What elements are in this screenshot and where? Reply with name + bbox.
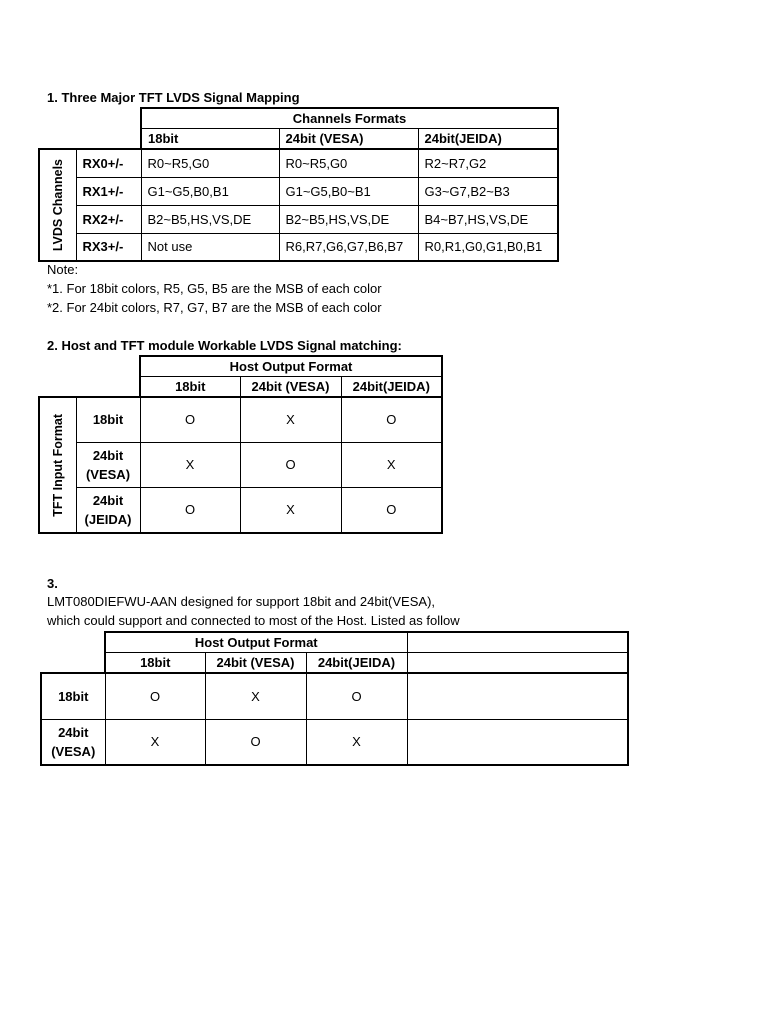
table-cell: G1~G5,B0,B1 (141, 177, 279, 205)
table-cell: O (341, 397, 442, 442)
host-output-format-header: Host Output Format (105, 632, 407, 652)
table-cell: O (341, 487, 442, 533)
column-header (407, 652, 628, 673)
host-output-format-header: Host Output Format (140, 356, 442, 376)
lvds-channels-label: LVDS Channels (50, 158, 65, 252)
column-header: 24bit(JEIDA) (306, 652, 407, 673)
column-header: 24bit (VESA) (279, 128, 418, 149)
column-header: 24bit (VESA) (205, 652, 306, 673)
table-cell: R0~R5,G0 (141, 149, 279, 177)
row-header: 18bit (76, 397, 140, 442)
table-cell: Not use (141, 233, 279, 261)
row-header: RX3+/- (76, 233, 141, 261)
column-header: 24bit(JEIDA) (418, 128, 558, 149)
row-header: RX0+/- (76, 149, 141, 177)
section3-number: 3. (47, 576, 58, 591)
table-cell: B2~B5,HS,VS,DE (141, 205, 279, 233)
table-cell: O (105, 673, 205, 719)
tft-input-format-side-cell (39, 397, 76, 533)
column-header: 24bit(JEIDA) (341, 376, 442, 397)
column-header: 18bit (141, 128, 279, 149)
row-header: 24bit (VESA) (76, 442, 140, 487)
table-cell: R6,R7,G6,G7,B6,B7 (279, 233, 418, 261)
section2-heading: 2. Host and TFT module Workable LVDS Signal matching: (47, 338, 402, 353)
note-line: *2. For 24bit colors, R7, G7, B7 are the MSB of each color (47, 300, 382, 315)
row-header: 18bit (41, 673, 105, 719)
table-cell: B4~B7,HS,VS,DE (418, 205, 558, 233)
table-cell: X (240, 487, 341, 533)
table-cell: O (240, 442, 341, 487)
table-cell: G3~G7,B2~B3 (418, 177, 558, 205)
table-cell: B2~B5,HS,VS,DE (279, 205, 418, 233)
section3-description: LMT080DIEFWU-AAN designed for support 18bit and 24bit(VESA), (47, 594, 436, 609)
table-cell: R2~R7,G2 (418, 149, 558, 177)
empty-header-cell (407, 632, 628, 652)
table-cell (407, 673, 628, 719)
table-cell: O (306, 673, 407, 719)
channels-formats-header: Channels Formats (141, 108, 558, 128)
column-header: 18bit (105, 652, 205, 673)
column-header: 18bit (140, 376, 240, 397)
row-header: 24bit (JEIDA) (76, 487, 140, 533)
table-cell (407, 719, 628, 765)
lvds-signal-mapping-table (38, 107, 559, 262)
signal-matching-table (38, 355, 443, 534)
row-header: RX1+/- (76, 177, 141, 205)
table-cell: O (205, 719, 306, 765)
table-cell: X (306, 719, 407, 765)
table-cell: X (105, 719, 205, 765)
table-cell: X (140, 442, 240, 487)
section3-description: which could support and connected to most of the Host. Listed as follow (47, 613, 460, 628)
table-cell: X (341, 442, 442, 487)
table-cell: X (240, 397, 341, 442)
supported-format-table (40, 631, 629, 766)
table-cell: R0,R1,G0,G1,B0,B1 (418, 233, 558, 261)
lvds-channels-side-cell (39, 149, 76, 261)
table-cell: X (205, 673, 306, 719)
section1-heading: 1. Three Major TFT LVDS Signal Mapping (47, 90, 300, 105)
table-cell: R0~R5,G0 (279, 149, 418, 177)
table-cell: O (140, 487, 240, 533)
table-cell: G1~G5,B0~B1 (279, 177, 418, 205)
column-header: 24bit (VESA) (240, 376, 341, 397)
row-header: RX2+/- (76, 205, 141, 233)
note-label: Note: (47, 262, 79, 277)
row-header: 24bit (VESA) (41, 719, 105, 765)
table-cell: O (140, 397, 240, 442)
tft-input-format-label: TFT Input Format (50, 413, 65, 517)
note-line: *1. For 18bit colors, R5, G5, B5 are the MSB of each color (47, 281, 382, 296)
